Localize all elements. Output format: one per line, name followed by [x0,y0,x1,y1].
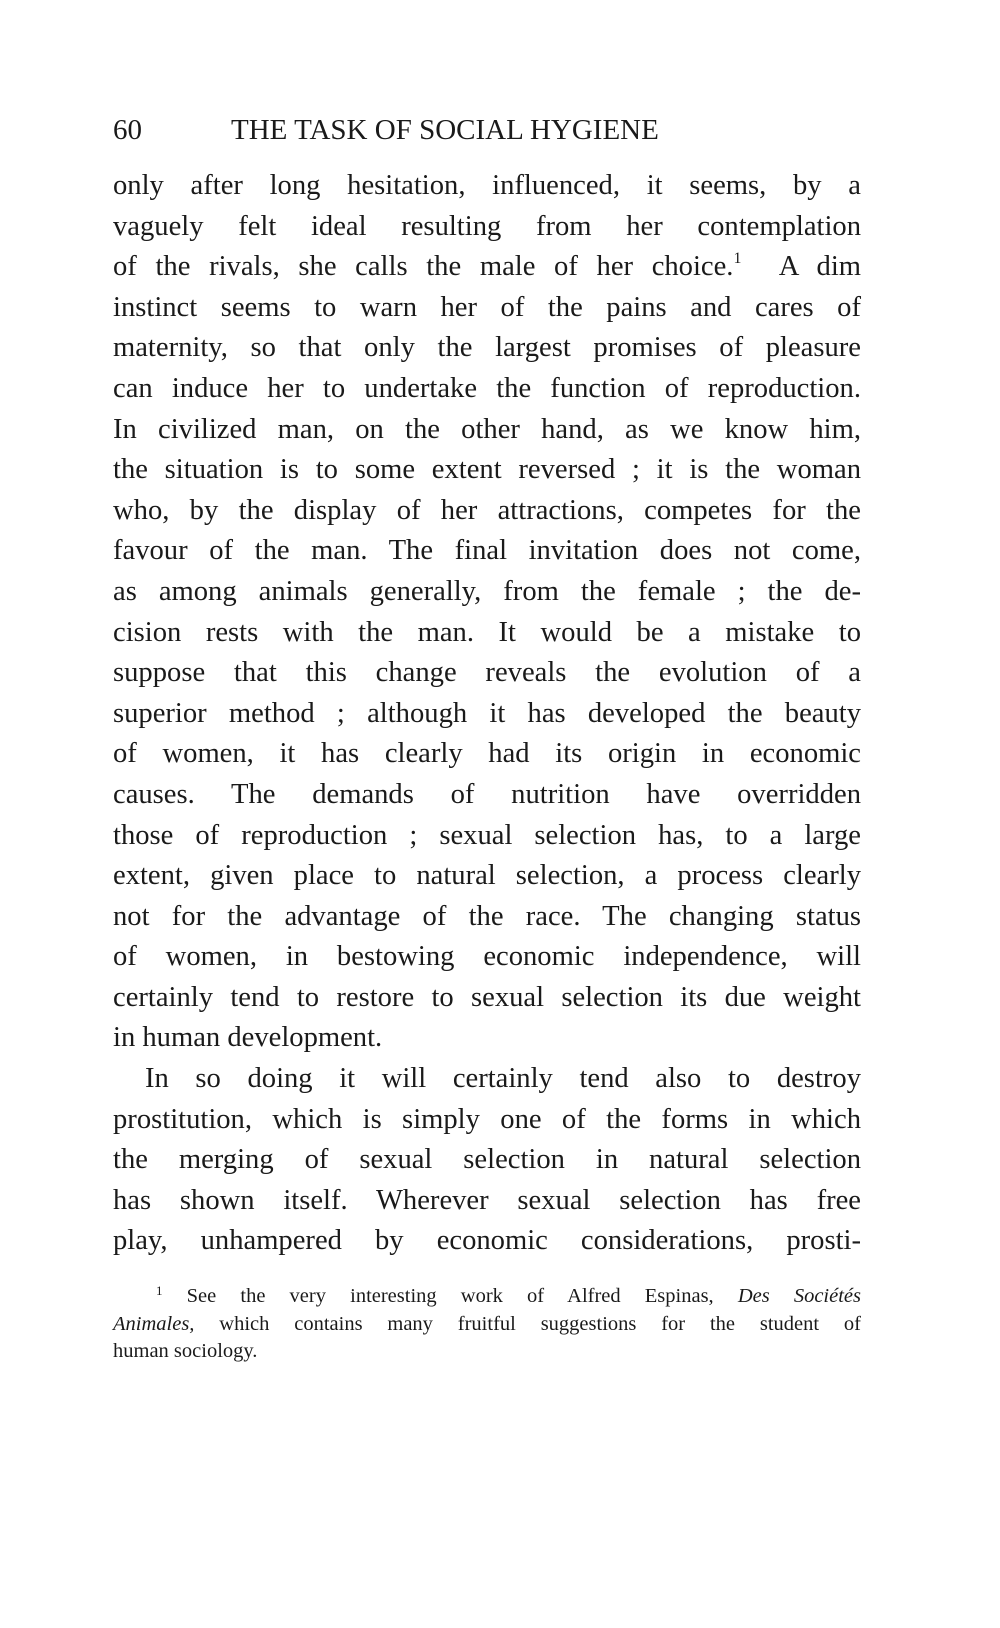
footnote-line: Animales, which contains many fruitful suggestions for the student of [113,1312,862,1335]
text-line: vaguely felt ideal resulting from her contemplation [113,210,861,242]
running-title: THE TASK OF SOCIAL HYGIENE [231,114,659,146]
text-line: extent, given place to natural selection, a process clearly [113,860,861,892]
text-line: can induce her to undertake the function of reproduction. [113,372,861,404]
paragraph-end-line: in human development. [113,1022,383,1054]
text-line: those of reproduction ; sexual selection has, to a large [113,819,861,851]
text-line: the situation is to some extent reversed ; it is the woman [113,454,861,486]
body-text [113,166,861,1262]
text-line: has shown itself. Wherever sexual selection has free [113,1184,861,1216]
text-line: cision rests with the man. It would be a mistake to [113,616,861,648]
text-line: causes. The demands of nutrition have overridden [113,778,861,810]
footnote-line: $^1$ See the very interesting work of Alfred Espinas, Des Sociétés [156,1283,861,1307]
footnote [113,1283,861,1366]
text-line: only after long hesitation, influenced, it seems, by a [113,170,861,201]
book-title: Des Sociétés [737,1285,861,1307]
text-line: of the rivals, she calls the male of her choice.$^1$ A dim [113,250,862,283]
text-line: superior method ; although it has developed the beauty [113,697,861,729]
text-line: suppose that this change reveals the evolution of a [113,657,861,689]
text-line: prostitution, which is simply one of the forms in which [113,1103,861,1135]
page-number: 60 [113,114,142,146]
book-title: Animales, [113,1312,195,1335]
footnote-reference: 1 [733,250,742,268]
text-line: play, unhampered by economic considerations, prosti- [113,1225,861,1257]
text-line: of women, it has clearly had its origin in economic [113,738,861,770]
text-line: of women, in bestowing economic independence, will [113,941,861,973]
footnote-line: human sociology. [113,1340,258,1362]
text-line: In civilized man, on the other hand, as we know him, [113,413,861,445]
text-line: favour of the man. The final invitation does not come, [113,535,861,567]
text-line: as among animals generally, from the female ; the de- [113,575,861,607]
running-head [113,112,873,148]
text-line: certainly tend to restore to sexual selection its due weight [113,981,861,1013]
text-line: the merging of sexual selection in natural selection [113,1144,861,1176]
footnote-marker: 1 [156,1283,163,1298]
text-line: instinct seems to warn her of the pains and cares of [113,291,861,323]
paragraph-first-line: In so doing it will certainly tend also to destroy [145,1063,861,1095]
text-line: not for the advantage of the race. The changing status [113,900,861,932]
text-line: who, by the display of her attractions, competes for the [113,494,861,526]
text-line: maternity, so that only the largest promises of pleasure [113,332,861,364]
